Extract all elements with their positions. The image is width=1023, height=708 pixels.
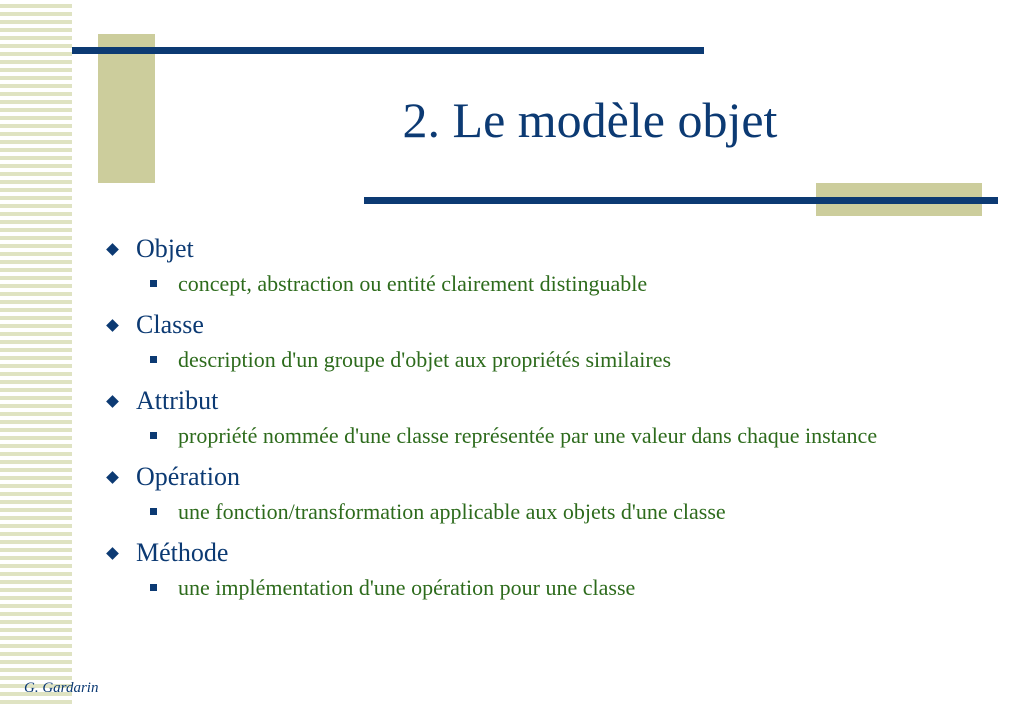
term-label: Opération	[136, 462, 240, 491]
diamond-bullet-icon	[106, 471, 119, 484]
definition-classe	[100, 346, 980, 374]
definition-text: propriété nommée d'une classe représentée par une valeur dans chaque instance	[178, 423, 878, 448]
decor-khaki-block-top	[98, 34, 155, 183]
square-bullet-icon	[150, 356, 157, 363]
slide-title: 2. Le modèle objet	[402, 92, 778, 148]
diamond-bullet-icon	[106, 547, 119, 560]
decor-navy-line-bottom	[364, 197, 998, 204]
definition-text: une implémentation d'une opération pour une classe	[178, 575, 636, 600]
definition-text: concept, abstraction ou entité clairement distinguable	[178, 271, 648, 296]
square-bullet-icon	[150, 508, 157, 515]
striped-side-band	[0, 0, 72, 708]
definition-objet	[100, 270, 980, 298]
term-label: Attribut	[136, 386, 219, 415]
square-bullet-icon	[150, 432, 157, 439]
list-item-classe	[100, 308, 980, 342]
bullet-list	[100, 232, 980, 612]
term-label: Objet	[136, 234, 194, 263]
definition-methode	[100, 574, 980, 602]
diamond-bullet-icon	[106, 319, 119, 332]
term-label: Classe	[136, 310, 204, 339]
term-label: Méthode	[136, 538, 229, 567]
square-bullet-icon	[150, 280, 157, 287]
list-item-operation	[100, 460, 980, 494]
square-bullet-icon	[150, 584, 157, 591]
diamond-bullet-icon	[106, 243, 119, 256]
definition-attribut	[100, 422, 948, 450]
decor-navy-line-top	[72, 47, 704, 54]
list-item-objet	[100, 232, 980, 266]
list-item-methode	[100, 536, 980, 570]
diamond-bullet-icon	[106, 395, 119, 408]
list-item-attribut	[100, 384, 980, 418]
footer-author: G. Gardarin	[24, 680, 99, 696]
definition-text: description d'un groupe d'objet aux propriétés similaires	[178, 347, 672, 372]
definition-text: une fonction/transformation applicable aux objets d'une classe	[178, 499, 726, 524]
definition-operation	[100, 498, 980, 526]
